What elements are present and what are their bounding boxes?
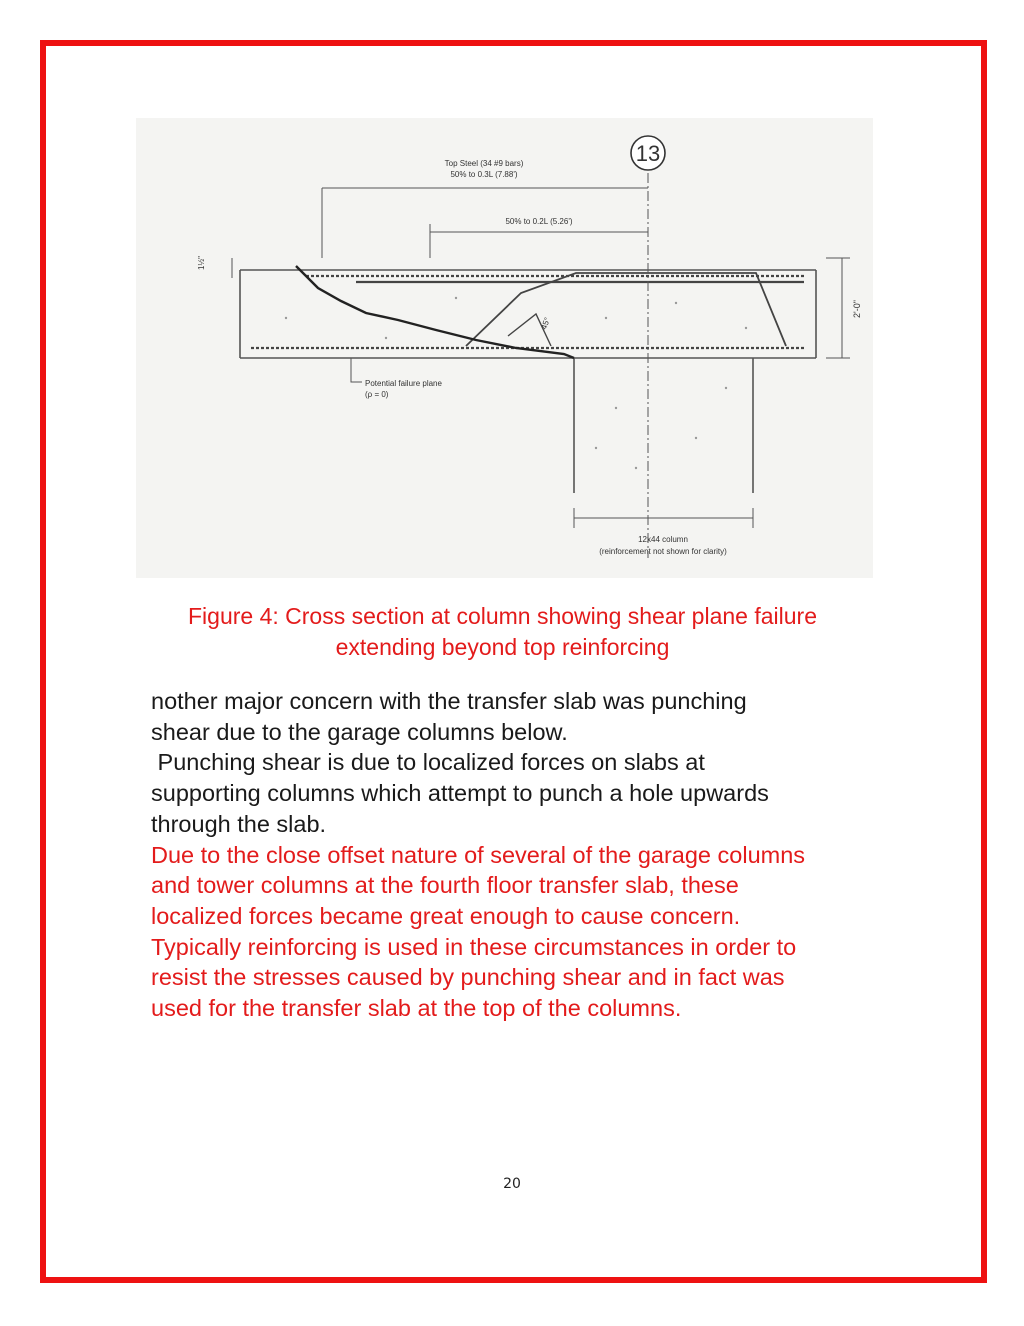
bent-up-bar — [466, 273, 786, 346]
failure-plane-label-2: (ρ = 0) — [365, 390, 389, 399]
page-number: 20 — [503, 1176, 521, 1192]
angle-label: 45° — [539, 316, 553, 331]
body-line: through the slab. — [151, 810, 327, 837]
highlighted-line: localized forces became great enough to cause concern. — [151, 902, 741, 929]
body-paragraph — [151, 686, 941, 1024]
cross-section-figure — [136, 118, 873, 578]
concrete-texture — [285, 297, 747, 469]
body-line: supporting columns which attempt to punch a hole upwards — [151, 780, 769, 807]
highlighted-line: resist the stresses caused by punching shear and in fact was — [151, 964, 785, 991]
grid-marker-label: 13 — [635, 141, 661, 166]
top-steel-label-2: 50% to 0.3L (7.88') — [450, 170, 518, 179]
figure-caption — [100, 601, 905, 663]
body-line: nother major concern with the transfer slab was punching — [151, 688, 747, 714]
highlighted-line: and tower columns at the fourth floor transfer slab, these — [151, 872, 739, 899]
body-line: shear due to the garage columns below. — [151, 718, 568, 745]
failure-plane-leader — [351, 358, 362, 382]
column-label-2: (reinforcement not shown for clarity) — [599, 547, 727, 556]
caption-line: extending beyond top reinforcing — [335, 634, 670, 660]
caption-line: Figure 4: Cross section at column showing shear plane failure — [188, 603, 817, 629]
slab-cover-label: 1½" — [197, 256, 206, 270]
top-steel-label-1: Top Steel (34 #9 bars) — [444, 159, 524, 168]
failure-plane-label-1: Potential failure plane — [365, 379, 442, 388]
highlighted-line: Typically reinforcing is used in these circumstances in order to — [151, 933, 797, 960]
cross-section-drawing — [136, 118, 873, 578]
body-line: Punching shear is due to localized forces on slabs at — [151, 749, 705, 776]
highlighted-line: Due to the close offset nature of several of the garage columns — [151, 841, 806, 868]
column-label-1: 12x44 column — [638, 535, 688, 544]
highlighted-line: used for the transfer slab at the top of the columns. — [151, 995, 682, 1022]
failure-plane-crack — [296, 266, 574, 358]
half-steel-label: 50% to 0.2L (5.26') — [505, 217, 573, 226]
slab-depth-label: 2'-0" — [852, 300, 862, 318]
